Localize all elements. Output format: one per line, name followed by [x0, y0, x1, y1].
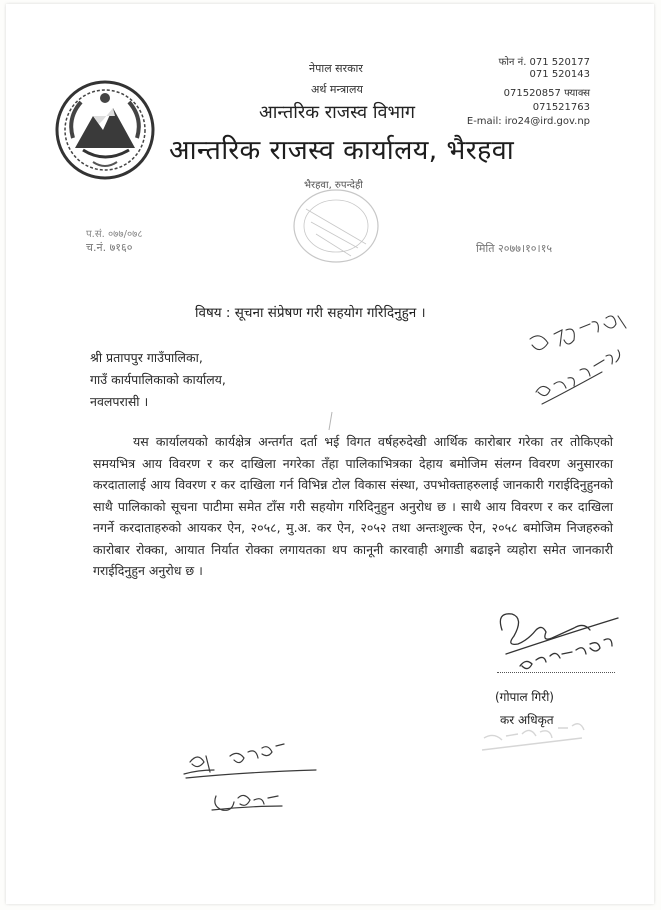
ministry-label: अर्थ मन्त्रालय — [311, 83, 363, 96]
letter-subject: विषय : सूचना संप्रेषण गरी सहयोग गरिदिनुहुन । — [195, 305, 426, 321]
letter-body-text: यस कार्यालयको कार्यक्षेत्र अन्तर्गत दर्ता भई विगत वर्षहरुदेखी आर्थिक कारोबार गरेका तर तोकिएको समयभित्र आय विवरण र कर दाखिला नगरेका तँहा पालिकाभित्रका देहाय बमोजिम संलग्न विवरण अनुसारका करदातालाई आय विवरण र कर दाखिला गर्न विभिन्न टोल विकास संस्था, उपभोक्ताहरुलाई जानकारी गराईदिनुहुनको साथै पालिकाको सूचना पाटीमा समेत टाँस गरी सहयोग गरिदिनुहुन अनुरोध छ । साथै आय विवरण र कर दाखिला नगर्ने करदाताहरुको आयकर ऐन, २०५८, मु.अ. कर ऐन, २०५२ तथा अन्तःशुल्क ऐन, २०५८ बमोजिम निजहरुको कारोबार रोक्का, आयात निर्यात रोक्का लगायतका थप कानूनी कारवाही अगाडी बढाइने व्यहोरा समेत जानकारी गराईदिनुहुन अनुरोध छ । — [93, 434, 613, 578]
contact-phone-2: 071 520143 — [529, 69, 590, 80]
signatory-name: (गोपाल गिरी) — [495, 690, 554, 704]
dispatch-number: च.नं. ७१६० — [86, 241, 133, 254]
contact-phone-1: फोन नं. 071 520177 — [498, 57, 590, 68]
signatory-title: कर अधिकृत — [500, 713, 554, 727]
reference-number: प.सं. ०७७/०७८ — [86, 229, 143, 240]
office-title: आन्तरिक राजस्व कार्यालय, भैरहवा — [169, 135, 515, 166]
recipient-line-3: नवलपरासी । — [90, 394, 149, 409]
gov-label: नेपाल सरकार — [309, 62, 363, 75]
letter-date: मिति २०७७।१०।१५ — [476, 242, 553, 255]
contact-email: E-mail: iro24@ird.gov.np — [466, 116, 590, 127]
department-label: आन्तरिक राजस्व विभाग — [259, 102, 416, 123]
letter-page — [6, 4, 654, 904]
office-location: भैरहवा, रुपन्देही — [304, 180, 363, 191]
recipient-line-1: श्री प्रतापपुर गाउँपालिका, — [90, 350, 203, 365]
contact-phone-3: 071521763 — [532, 102, 590, 113]
contact-fax: 071520857 फ्याक्स — [503, 88, 590, 99]
handwritten-remark-icon — [6, 4, 654, 904]
recipient-line-2: गाउँ कार्यपालिकाको कार्यालय, — [90, 372, 226, 387]
